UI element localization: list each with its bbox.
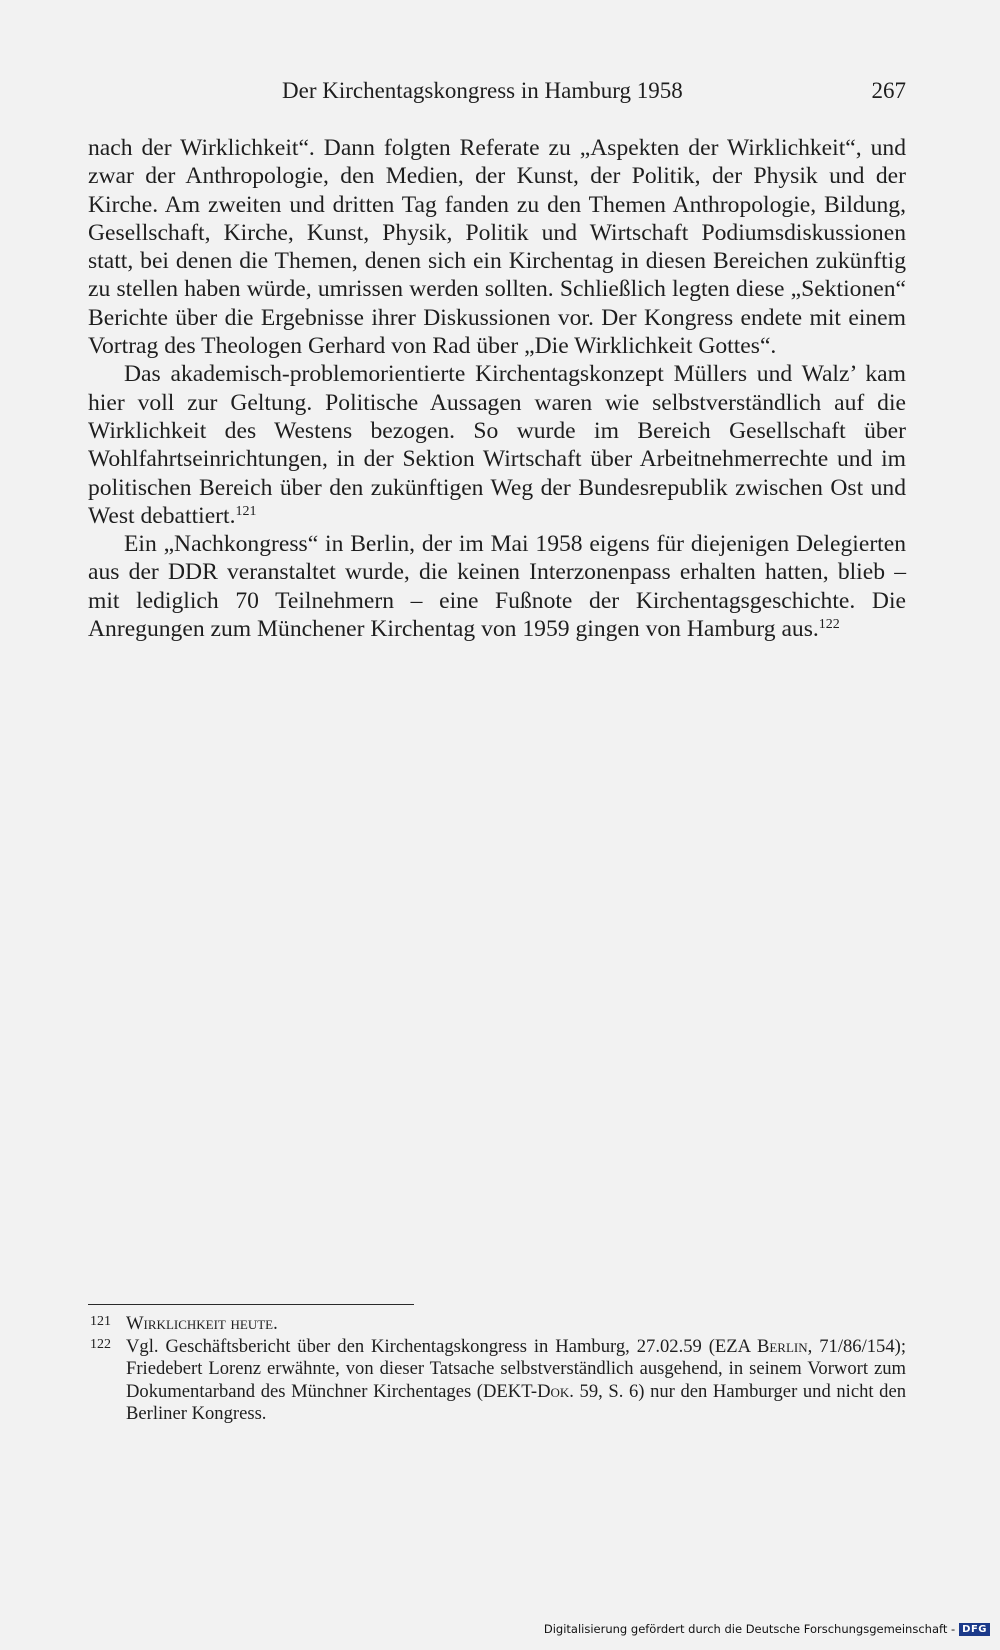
paragraph-1-text: nach der Wirklichkeit“. Dann folgten Referate zu „Aspekten der Wirklichkeit“, und zwar der Anthropologie, den Medien, der Kunst, der Politik, der Physik und der Kirche. Am zweiten und dritten Tag fanden zu den Themen Anthropologie, Bildung, Gesellschaft, Kirche, Kunst, Physik, Politik und Wirtschaft Podiumsdiskussionen statt, bei denen die Themen, denen sich ein Kirchentag in diesen Bereichen zukünftig zu stellen haben würde, umrissen werden sollten. Schließlich legten diese „Sektionen“ Berichte über die Ergebnisse ihrer Diskussionen vor. Der Kongress endete mit einem Vortrag des Theologen Gerhard von Rad über „Die Wirklichkeit Gottes“. [88, 135, 906, 360]
paragraph-3-text: Ein „Nachkongress“ in Berlin, der im Mai 1958 eigens für diejenigen Delegierten aus der DDR veranstaltet wurde, die keinen Interzonenpass erhalten hatten, blieb – mit lediglich 70 Teilnehmern – eine Fußnote der Kirchentagsgeschichte. Die Anregungen zum Münchener Kirchentag von 1959 gingen von Hamburg aus. [88, 531, 906, 643]
paragraph-2 [88, 360, 906, 530]
paragraph-3 [88, 530, 906, 643]
footnote-divider [88, 1304, 414, 1305]
footnote-ref-121: 121 [235, 503, 257, 519]
footnote-archive-name: Berlin [756, 1335, 808, 1357]
paragraph-1 [88, 134, 906, 360]
footnote-ref-122: 122 [818, 617, 840, 633]
footnote-abbreviation: Dok [537, 1380, 570, 1402]
running-head [88, 78, 906, 110]
footnote-121 [88, 1313, 906, 1336]
watermark-text: Digitalisierung gefördert durch die Deutsche Forschungsgemeinschaft - [543, 1622, 956, 1636]
body-text [88, 134, 906, 643]
footnote-number: 122 [90, 1336, 111, 1352]
footnotes [88, 1313, 906, 1426]
running-title: Der Kirchentagskongress in Hamburg 1958 [282, 78, 683, 103]
dfg-logo-icon: DFG [959, 1623, 990, 1636]
footnote-text: . 59, S. 6) nur den Hamburger und nicht den Berliner Kongress. [126, 1380, 906, 1424]
page-number: 267 [871, 78, 906, 103]
footnote-text: Vgl. Geschäftsbericht über den Kirchentagskongress in Hamburg, 27.02.59 (EZA [126, 1335, 757, 1357]
footnote-number: 121 [90, 1314, 111, 1329]
footnote-text: Wirklichkeit heute. [126, 1313, 278, 1334]
footnote-122 [88, 1336, 906, 1426]
digitization-watermark [544, 1620, 990, 1638]
paragraph-2-text: Das akademisch-problemorientierte Kirchentagskonzept Müllers und Walz’ kam hier voll zur Geltung. Politische Aussagen waren wie selbstverständlich auf die Wirklichkeit des Westens bezogen. So wurde im Bereich Gesellschaft über Wohlfahrtseinrichtungen, in der Sektion Wirtschaft über Arbeitnehmerrechte und im politischen Bereich über den zukünftigen Weg der Bundesrepublik zwischen Ost und West debattiert. [88, 361, 906, 529]
footnote-text: , 71/86/154); Friedebert Lorenz erwähnte, von dieser Tatsache selbstverständlich ausgehend, in seinem Vorwort zum Dokumentarband des Münchner Kirchentages (DEKT- [126, 1335, 906, 1402]
